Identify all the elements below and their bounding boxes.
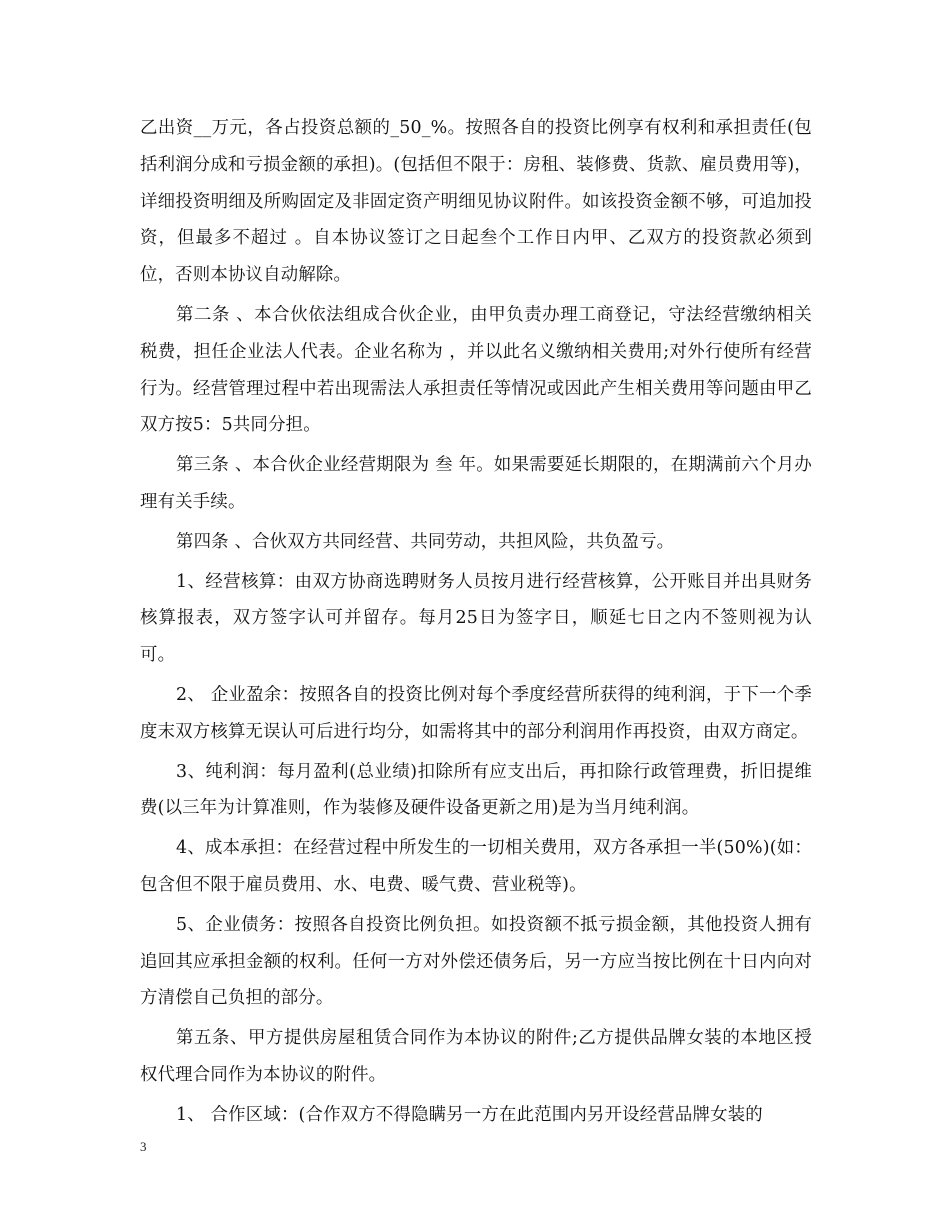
page-number: 3 [140,1139,147,1154]
paragraph-10: 第五条、甲方提供房屋租赁合同作为本协议的附件;乙方提供品牌女装的本地区授权代理合同作为本协议的附件。 [140,1028,812,1085]
paragraph-2: 第二条 、本合伙依法组成合伙企业，由甲负责办理工商登记，守法经营缴纳相关税费，担任企业法人代表。企业名称为 ，并以此名义缴纳相关费用;对外行使所有经营行为。经营管理过程中若出现需法人承担责任等情况或因此产生相关费用等问题由甲乙双方按5：5共同分担。 [140,304,812,436]
paragraph-11: 1、 合作区域：(合作双方不得隐瞒另一方在此范围内另开设经营品牌女装的 [176,1104,763,1125]
paragraph-3: 第三条 、本合伙企业经营期限为 叁 年。如果需要延长期限的，在期满前六个月办理有关手续。 [140,455,812,512]
paragraph-8: 4、成本承担：在经营过程中所发生的一切相关费用，双方各承担一半(50%)(如：包含但不限于雇员费用、水、电费、暖气费、营业税等)。 [140,838,812,895]
paragraph-5: 1、经营核算：由双方协商选聘财务人员按月进行经营核算，公开账目并出具财务核算报表，双方签字认可并留存。每月25日为签字日，顺延七日之内不签则视为认可。 [140,571,812,666]
paragraph-4: 第四条 、合伙双方共同经营、共同劳动，共担风险，共负盈亏。 [176,531,675,552]
paragraph-9: 5、企业债务：按照各自投资比例负担。如投资额不抵亏损金额，其他投资人拥有追回其应承担金额的权利。任何一方对外偿还债务后，另一方应当按比例在十日内向对方清偿自己负担的部分。 [140,914,812,1009]
document-body [140,110,812,1137]
paragraph-6: 2、 企业盈余：按照各自的投资比例对每个季度经营所获得的纯利润，于下一个季度末双方核算无误认可后进行均分，如需将其中的部分利润用作再投资，由双方商定。 [140,684,812,742]
paragraph-1: 乙出资__万元，各占投资总额的_50_%。按照各自的投资比例享有权利和承担责任(包括利润分成和亏损金额的承担)。(包括但不限于：房租、装修费、货款、雇员费用等)，详细投资明细及所购固定及非固定资产明细见协议附件。如该投资金额不够，可追加投资，但最多不超过 。自本协议签订之日起叁个工作日内甲、乙双方的投资款必须到位，否则本协议自动解除。 [140,118,812,286]
paragraph-7: 3、纯利润：每月盈利(总业绩)扣除所有应支出后，再扣除行政管理费，折旧提维费(以三年为计算准则，作为装修及硬件设备更新之用)是为当月纯利润。 [140,761,812,819]
